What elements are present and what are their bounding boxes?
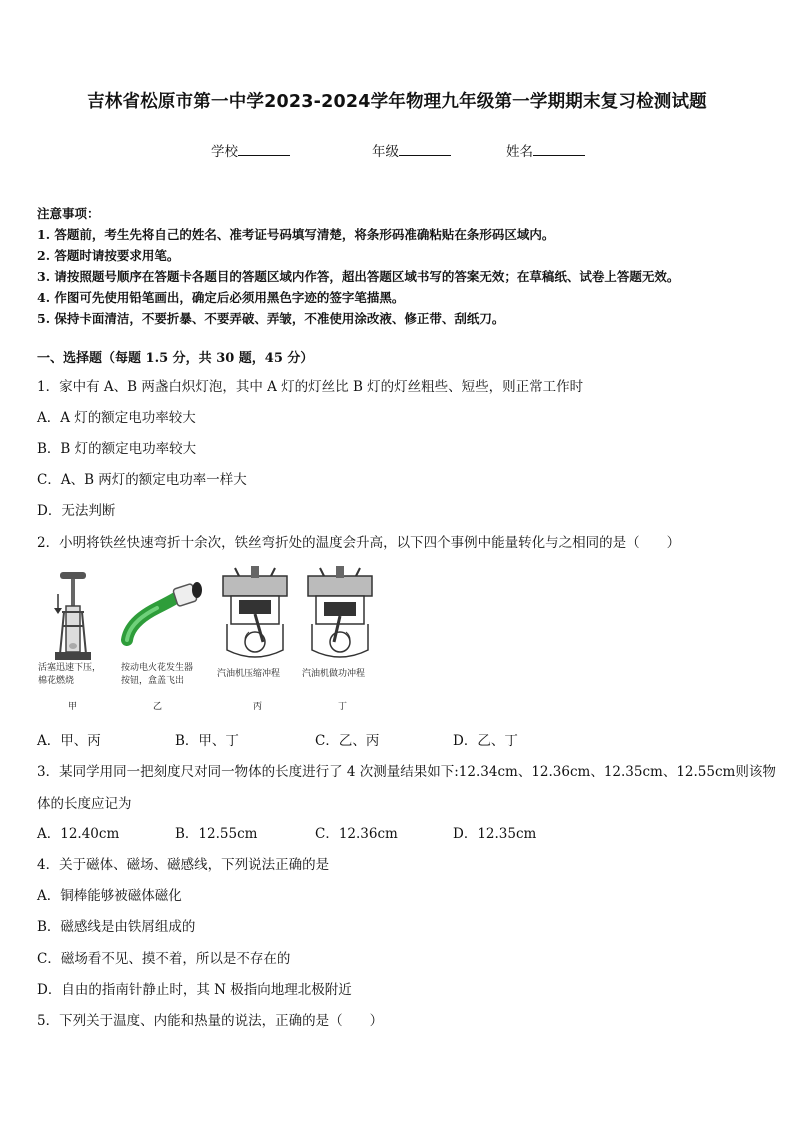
notes-heading: 注意事项： — [37, 206, 100, 221]
q3-option-a[interactable]: A．12.40cm — [37, 826, 120, 842]
fig-a-caption-1: 活塞迅速下压， — [38, 663, 102, 673]
q1-option-a[interactable]: A．A 灯的额定电功率较大 — [37, 410, 196, 426]
name-label: 姓名 — [506, 144, 533, 160]
fig-d-label: 丁 — [338, 702, 348, 712]
grade-blank[interactable] — [399, 144, 451, 156]
q4-option-d[interactable]: D．自由的指南针静止时，其 N 极指向地理北极附近 — [37, 982, 352, 998]
page-title: 吉林省松原市第一中学2023-2024学年物理九年级第一学期期末复习检测试题 — [87, 92, 707, 112]
notes-item: 1. 答题前，考生先将自己的姓名、准考证号码填写清楚，将条形码准确粘贴在条形码区域内。 — [37, 227, 555, 242]
q1-stem: 1．家中有 A、B 两盏白炽灯泡，其中 A 灯的灯丝比 B 灯的灯丝粗些、短些，则正常工作时 — [37, 379, 584, 395]
grade-field[interactable] — [372, 140, 451, 160]
q2-option-c[interactable]: C．乙、丙 — [315, 733, 380, 749]
q3-stem-line-1: 3．某同学用同一把刻度尺对同一物体的长度进行了 4 次测量结果如下:12.34cm、12.36cm、12.35cm、12.55cm则该物 — [37, 764, 776, 780]
fig-b-caption-1: 按动电火花发生器 — [121, 663, 194, 673]
school-field[interactable] — [211, 140, 290, 160]
school-blank[interactable] — [238, 144, 290, 156]
grade-label: 年级 — [372, 144, 399, 160]
q4-option-b[interactable]: B．磁感线是由铁屑组成的 — [37, 919, 196, 935]
power-stroke-figure — [302, 566, 382, 712]
notes-block — [37, 203, 777, 329]
fig-c-label: 丙 — [253, 702, 263, 712]
fire-syringe-figure — [38, 566, 108, 712]
name-blank[interactable] — [533, 144, 585, 156]
name-field[interactable] — [506, 140, 585, 160]
fig-b-label: 乙 — [153, 702, 163, 712]
q2-option-a[interactable]: A．甲、丙 — [37, 733, 101, 749]
compression-stroke-figure — [217, 566, 297, 712]
section-heading: 一、选择题（每题 1.5 分，共 30 题，45 分） — [37, 351, 314, 366]
q1-option-d[interactable]: D．无法判断 — [37, 503, 116, 519]
q2-option-b[interactable]: B．甲、丁 — [175, 733, 239, 749]
engine-power-icon — [302, 566, 382, 664]
spark-generator-figure — [121, 566, 206, 712]
notes-item: 3. 请按照题号顺序在答题卡各题目的答题区域内作答，超出答题区域书写的答案无效；在草稿纸、试卷上答题无效。 — [37, 269, 680, 284]
fig-a-caption-2: 棉花燃烧 — [38, 676, 75, 686]
spark-generator-icon — [121, 566, 206, 656]
q3-option-d[interactable]: D．12.35cm — [453, 826, 537, 842]
school-label: 学校 — [211, 144, 238, 160]
q3-option-b[interactable]: B．12.55cm — [175, 826, 258, 842]
fig-a-label: 甲 — [68, 702, 78, 712]
notes-item: 5. 保持卡面清洁，不要折暴、不要弄破、弄皱，不准使用涂改液、修正带、刮纸刀。 — [37, 311, 505, 326]
q1-option-b[interactable]: B．B 灯的额定电功率较大 — [37, 441, 197, 457]
q5-stem: 5．下列关于温度、内能和热量的说法，正确的是（ ） — [37, 1013, 384, 1029]
fig-d-caption-1: 汽油机做功冲程 — [302, 669, 366, 679]
q2-option-d[interactable]: D．乙、丁 — [453, 733, 518, 749]
q2-stem: 2．小明将铁丝快速弯折十余次，铁丝弯折处的温度会升高，以下四个事例中能量转化与之相同的是（ ） — [37, 535, 681, 551]
engine-compression-icon — [217, 566, 297, 664]
notes-item: 4. 作图可先使用铅笔画出，确定后必须用黑色字迹的签字笔描黑。 — [37, 290, 405, 305]
fire-syringe-icon — [38, 566, 108, 666]
q3-stem-line-2: 体的长度应记为 — [37, 796, 132, 812]
q4-stem: 4．关于磁体、磁场、磁感线，下列说法正确的是 — [37, 857, 330, 873]
notes-item: 2. 答题时请按要求用笔。 — [37, 248, 180, 263]
q1-option-c[interactable]: C．A、B 两灯的额定电功率一样大 — [37, 472, 247, 488]
q4-option-c[interactable]: C．磁场看不见、摸不着，所以是不存在的 — [37, 951, 291, 967]
fig-b-caption-2: 按钮，盒盖飞出 — [121, 676, 185, 686]
fig-c-caption-1: 汽油机压缩冲程 — [217, 669, 281, 679]
q3-option-c[interactable]: C．12.36cm — [315, 826, 398, 842]
q4-option-a[interactable]: A．铜棒能够被磁体磁化 — [37, 888, 182, 904]
